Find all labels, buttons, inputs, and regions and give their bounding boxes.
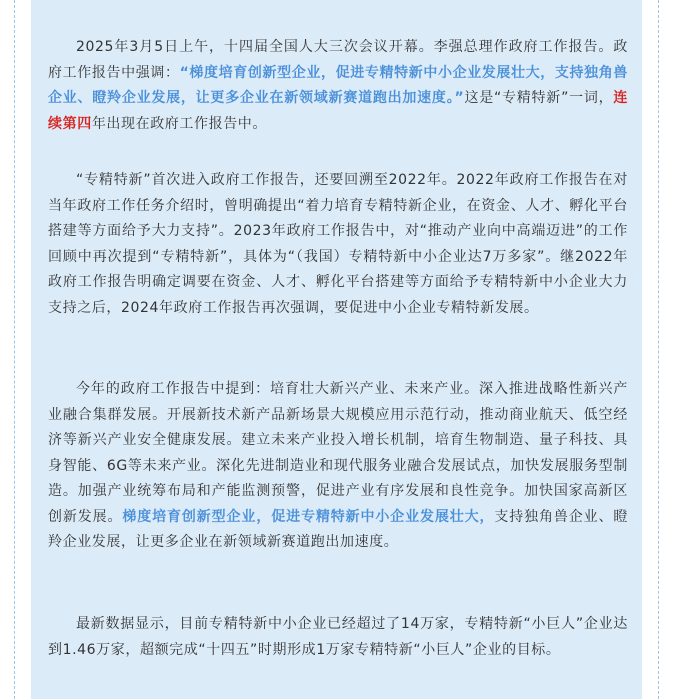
p3-text-tail: 支持独角兽企业、瞪羚企业发展，让更多企业在新领域新赛道跑出加速度。 (48, 508, 629, 550)
p1-text-lead: 2025年3月5日上午，十四届全国人大三次会议开幕。李强总理作政府工作报告。政府工作报告中强调： (48, 39, 628, 81)
p1-highlight-quote: “梯度培育创新型企业，促进专精特新中小企业发展壮大，支持独角兽企业、瞪羚企业发展，让更多企业在新领域新赛道跑出加速度。” (48, 64, 628, 106)
paragraph-latest-data (48, 612, 628, 663)
p1-highlight-fourth-time: 连续第四 (48, 90, 628, 132)
p1-text-mid: 这是“专精特新”一词， (464, 90, 614, 106)
paragraph-history (48, 168, 628, 321)
p1-text-tail: 年出现在政府工作报告中。 (91, 115, 268, 132)
paragraph-government-report (48, 35, 628, 137)
left-dashed-rail (14, 0, 15, 699)
right-dashed-rail (658, 0, 659, 699)
p4-text: 最新数据显示，目前专精特新中小企业已经超过了14万家，专精特新“小巨人”企业达到1.46万家，超额完成“十四五”时期形成1万家专精特新“小巨人”企业的目标。 (48, 616, 628, 658)
paragraph-this-year (48, 377, 628, 556)
p2-text: “专精特新”首次进入政府工作报告，还要回溯至2022年。2022年政府工作报告在对当年政府工作任务介绍时，曾明确提出“着力培育专精特新企业，在资金、人才、孵化平台搭建等方面给予大力支持”。2023年政府工作报告中，对“推动产业向中高端迈进”的工作回顾中再次提到“专精特新”，具体为“（我国）专精特新中小企业达7万多家”。继2022年政府工作报告明确定调要在资金、人才、孵化平台搭建等方面给予专精特新中小企业大力支持之后，2024年政府工作报告再次强调，要促进中小企业专精特新发展。 (48, 172, 628, 316)
p3-highlight-quote: 梯度培育创新型企业，促进专精特新中小企业发展壮大， (122, 508, 495, 525)
p3-text-lead: 今年的政府工作报告中提到：培育壮大新兴产业、未来产业。深入推进战略性新兴产业融合集群发展。开展新技术新产品新场景大规模应用示范行动，推动商业航天、低空经济等新兴产业安全健康发展。建立未来产业投入增长机制，培育生物制造、量子科技、具身智能、6G等未来产业。深化先进制造业和现代服务业融合发展试点，加快发展服务型制造。加强产业统筹布局和产能监测预警，促进产业有序发展和良性竞争。加快国家高新区创新发展。 (48, 381, 628, 525)
